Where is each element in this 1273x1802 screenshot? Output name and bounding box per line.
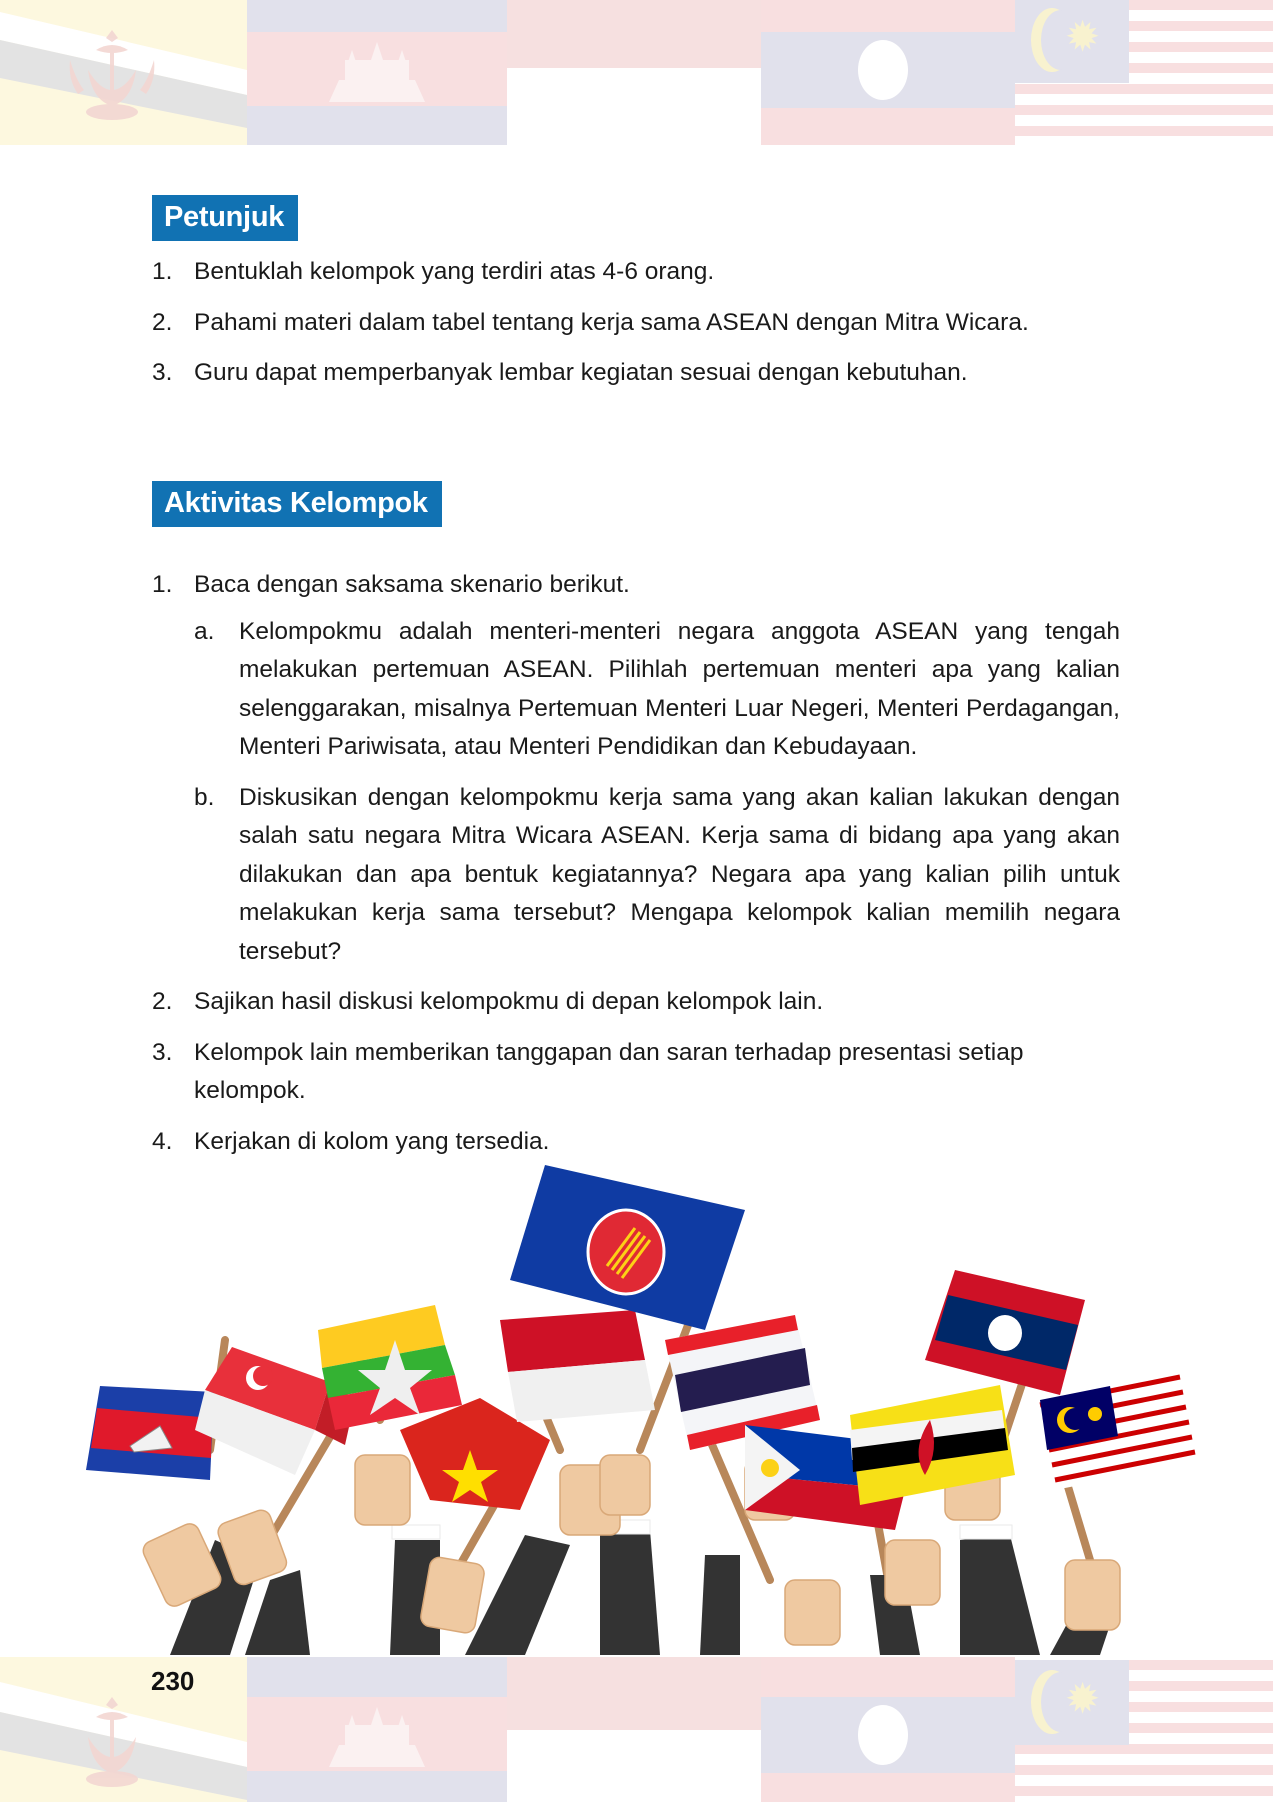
item-number: 1. [152,258,173,285]
cambodia-flag-faded [247,1657,507,1802]
cambodia-flag-faded [247,0,507,145]
indonesia-flag-faded [507,1657,761,1802]
petunjuk-heading: Petunjuk [152,195,298,241]
petunjuk-item [152,304,1120,343]
brunei-flag-faded [0,1657,247,1802]
aktivitas-heading: Aktivitas Kelompok [152,481,442,527]
malaysia-flag-faded: ✹ [1015,0,1273,145]
laos-flag-icon [925,1270,1085,1395]
item-number: 2. [152,308,173,336]
item-number: 4. [152,1127,173,1155]
item-number: 1. [152,571,173,598]
malaysia-flag-faded: ✹ [1015,1660,1273,1802]
subitem-letter: a. [194,617,215,645]
item-number: 3. [152,359,173,386]
petunjuk-list [152,253,1120,393]
item-text: Pahami materi dalam tabel tentang kerja sama ASEAN dengan Mitra Wicara. [194,308,1029,336]
asean-flags-illustration [70,1150,1200,1660]
petunjuk-item [152,354,1120,393]
petunjuk-item [152,253,1120,292]
item-number: 2. [152,988,173,1015]
item-text: Baca dengan saksama skenario berikut. [194,571,630,598]
aktivitas-item [152,566,1120,971]
subitem-letter: b. [194,783,215,811]
brunei-flag-faded [0,0,247,145]
subitem-text: Diskusikan dengan kelompokmu kerja sama yang akan kalian lakukan dengan salah satu negara Mitra Wicara ASEAN. Kerja sama di bidang apa yang akan dilakukan dan apa bentuk kegiatannya? Negara apa yang kalian pilih untuk melakukan kerja sama tersebut? Mengapa kelompok kalian memilih negara tersebut? [239,783,1120,965]
item-text: Kelompok lain memberikan tanggapan dan saran terhadap presentasi setiap kelompok. [194,1038,1024,1104]
asean-flag-icon [510,1165,745,1330]
aktivitas-item [152,983,1120,1022]
indonesia-flag-icon [500,1310,655,1422]
page-number: 230 [151,1666,195,1696]
aktivitas-item [152,1034,1120,1111]
myanmar-flag-icon [318,1305,462,1430]
item-text: Sajikan hasil diskusi kelompokmu di depan kelompok lain. [194,988,824,1015]
item-text: Bentuklah kelompok yang terdiri atas 4-6 orang. [194,258,715,285]
indonesia-flag-faded [507,0,761,145]
item-text: Guru dapat memperbanyak lembar kegiatan sesuai dengan kebutuhan. [194,359,968,386]
scenario-subitem [194,779,1120,972]
malaysia-flag-icon [1040,1372,1195,1490]
scenario-subitem [194,613,1120,767]
subitem-text: Kelompokmu adalah menteri-menteri negara anggota ASEAN yang tengah melakukan pertemuan ASEAN. Pilihlah pertemuan menteri apa yang kalian selenggarakan, misalnya Pertemuan Menteri Luar Negeri, Menteri Perdagangan, Menteri Pariwisata, atau Menteri Pendidikan dan Kebudayaan. [239,617,1120,760]
scenario-sublist [194,613,1120,972]
cambodia-flag-icon [86,1386,214,1480]
item-text: Kerjakan di kolom yang tersedia. [194,1127,550,1155]
laos-flag-faded [761,0,1015,145]
laos-flag-faded [761,1657,1015,1802]
item-number: 3. [152,1038,173,1066]
aktivitas-list [152,566,1120,1161]
header-flag-band [0,0,1273,145]
